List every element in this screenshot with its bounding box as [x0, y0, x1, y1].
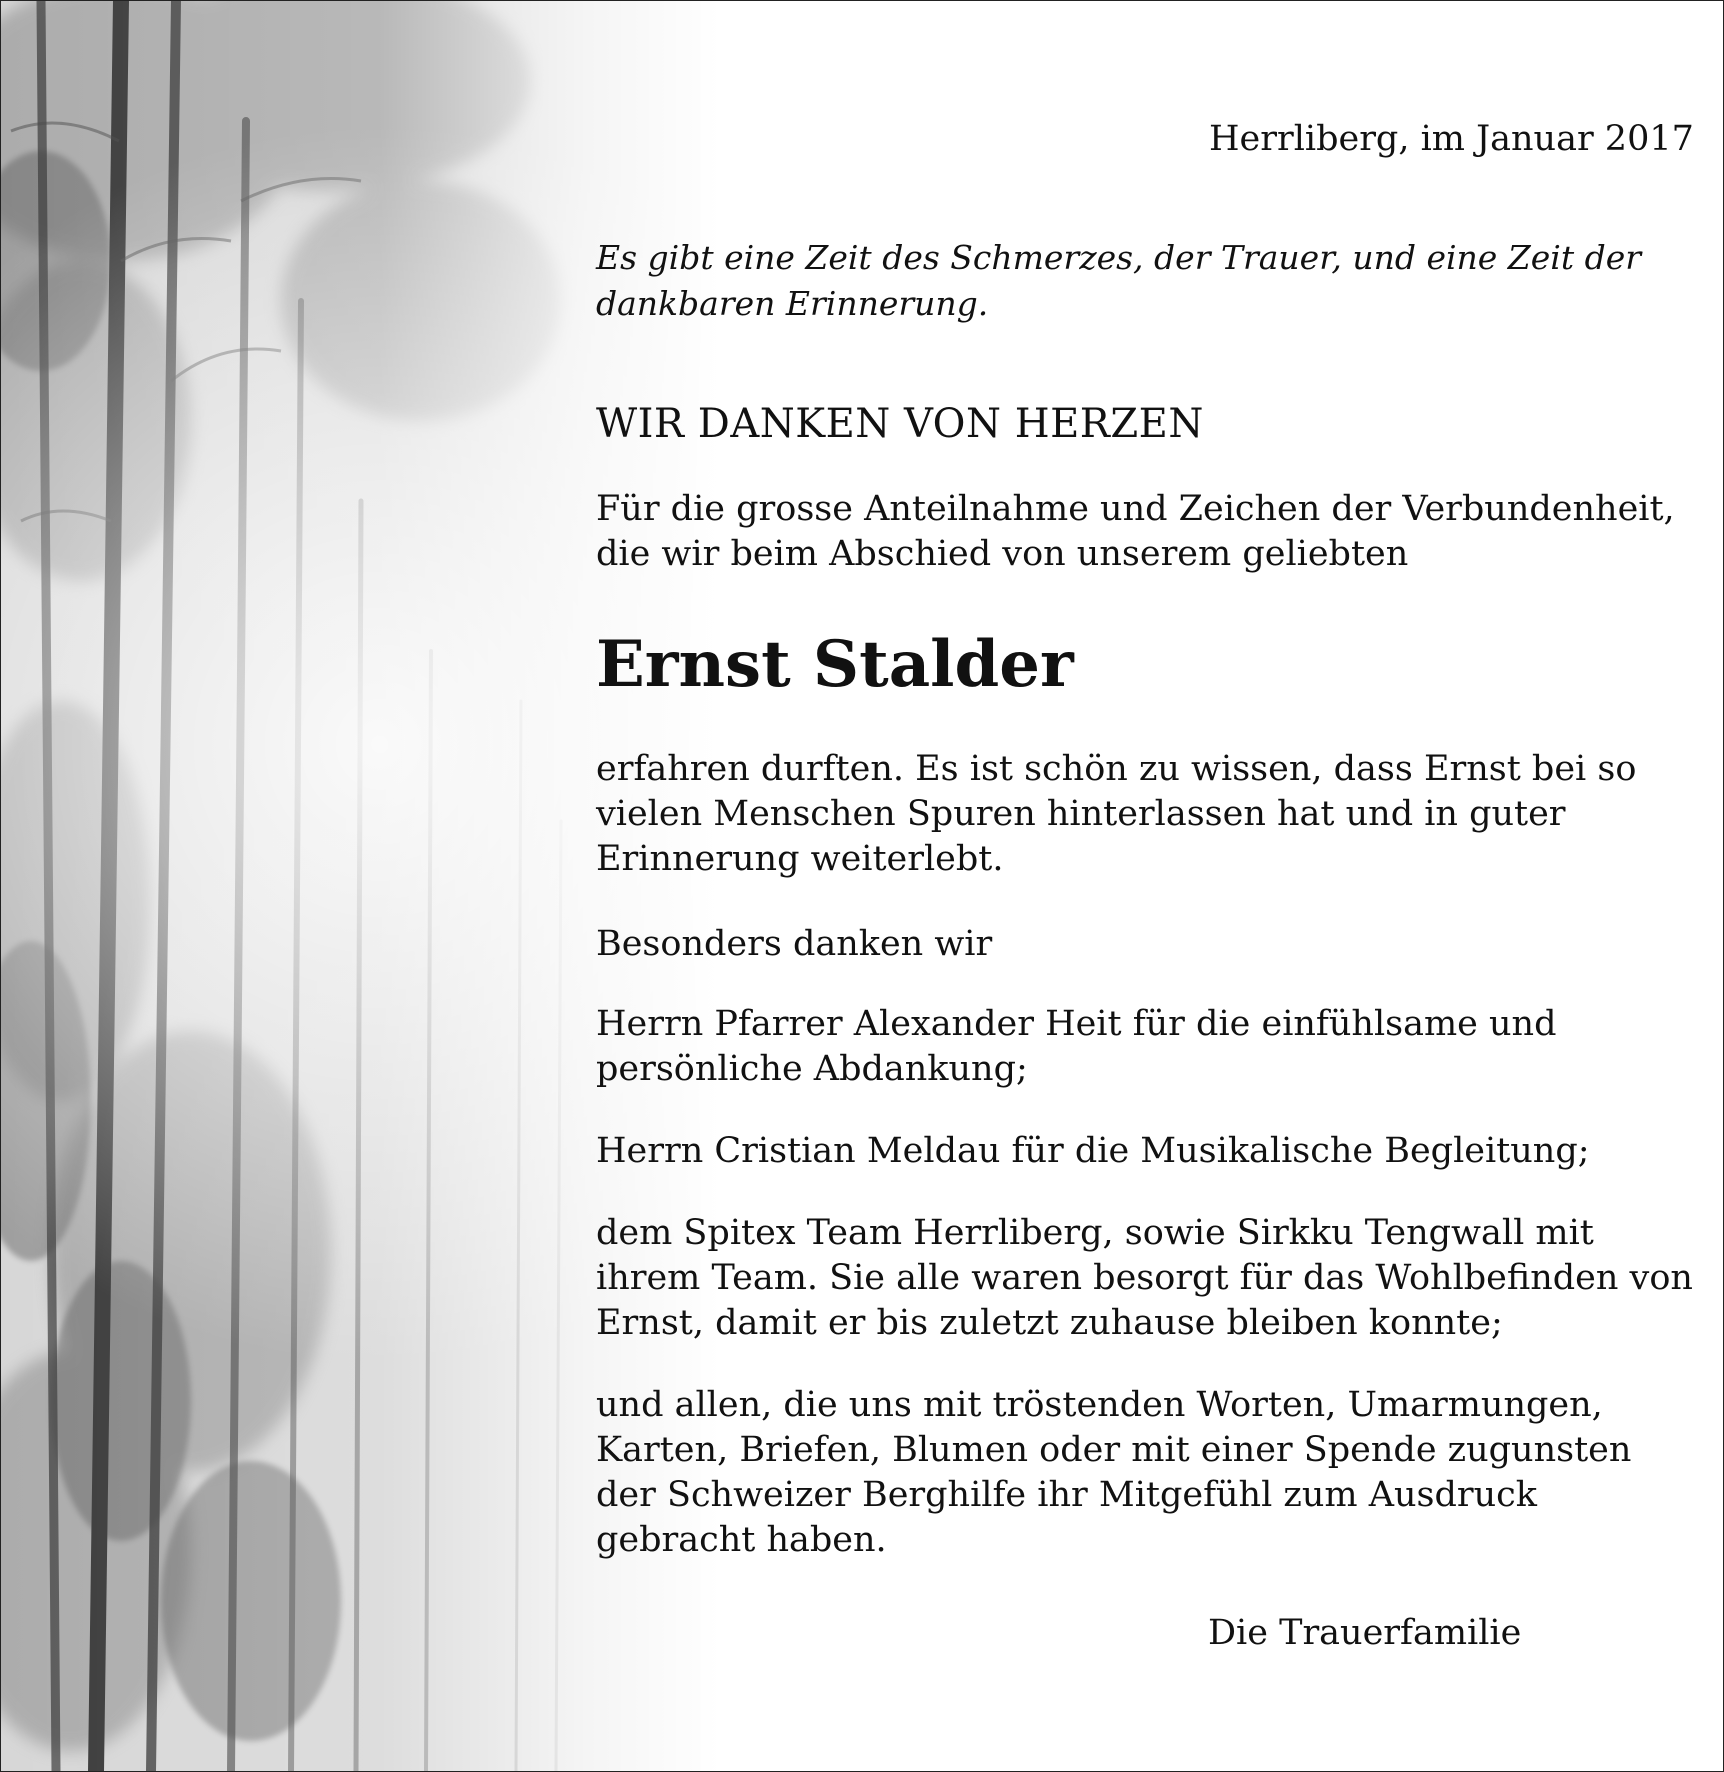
thanks-pastor-paragraph — [596, 1002, 1557, 1092]
thanks-spitex-line: ihrem Team. Sie alle waren besorgt für das Wohlbefinden von — [596, 1258, 1693, 1298]
special-thanks-line: Besonders danken wir — [596, 924, 993, 964]
thanks-all-line: und allen, die uns mit tröstenden Worten, Umarmungen, — [596, 1385, 1603, 1425]
after-name-line: Erinnerung weiterlebt. — [596, 839, 1004, 879]
thanks-all-line: Karten, Briefen, Blumen oder mit einer Spende zugunsten — [596, 1430, 1632, 1470]
after-name-paragraph — [596, 747, 1636, 882]
intro-paragraph — [596, 487, 1675, 577]
motto-line: Es gibt eine Zeit des Schmerzes, der Trauer, und eine Zeit der — [596, 238, 1641, 277]
thanks-music-line: Herrn Cristian Meldau für die Musikalische Begleitung; — [596, 1131, 1590, 1171]
intro-line: die wir beim Abschied von unserem geliebten — [596, 534, 1409, 574]
deceased-name: Ernst Stalder — [596, 627, 1074, 702]
thanks-spitex-line: dem Spitex Team Herrliberg, sowie Sirkku Tengwall mit — [596, 1213, 1594, 1253]
motto-quote — [596, 235, 1641, 327]
thanks-all-paragraph — [596, 1383, 1631, 1563]
thanks-pastor-line: persönliche Abdankung; — [596, 1049, 1028, 1089]
signature: Die Trauerfamilie — [1208, 1613, 1522, 1653]
thanks-pastor-line: Herrn Pfarrer Alexander Heit für die einfühlsame und — [596, 1004, 1557, 1044]
place-date: Herrliberg, im Januar 2017 — [1209, 119, 1694, 159]
thanks-all-line: gebracht haben. — [596, 1520, 887, 1560]
thanks-spitex-paragraph — [596, 1211, 1693, 1346]
special-thanks-intro — [596, 922, 992, 967]
thanks-spitex-line: Ernst, damit er bis zuletzt zuhause bleiben konnte; — [596, 1303, 1503, 1343]
thanks-all-line: der Schweizer Berghilfe ihr Mitgefühl zum Ausdruck — [596, 1475, 1537, 1515]
after-name-line: vielen Menschen Spuren hinterlassen hat und in guter — [596, 794, 1566, 834]
motto-line: dankbaren Erinnerung. — [596, 284, 989, 323]
thanks-music-paragraph — [596, 1129, 1590, 1174]
after-name-line: erfahren durften. Es ist schön zu wissen, dass Ernst bei so — [596, 749, 1637, 789]
intro-line: Für die grosse Anteilnahme und Zeichen der Verbundenheit, — [596, 489, 1675, 529]
thanks-heading: WIR DANKEN VON HERZEN — [596, 401, 1204, 447]
